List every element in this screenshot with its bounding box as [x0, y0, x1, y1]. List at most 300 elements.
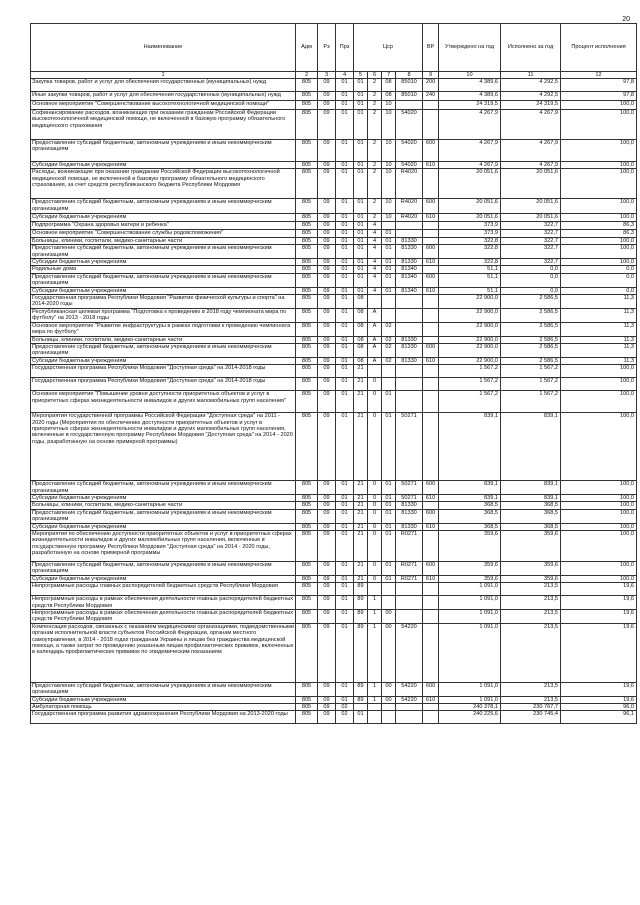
cell-adm: 805	[296, 199, 318, 214]
cell-c2: 0	[368, 413, 382, 481]
cell-c1: 01	[354, 101, 368, 110]
cell-rz: 09	[318, 523, 336, 530]
cell-c2: 0	[368, 378, 382, 391]
cell-c3: 10	[382, 169, 396, 199]
table-row	[31, 92, 637, 101]
cell-c1: 01	[354, 273, 368, 287]
cell-vr	[423, 266, 439, 273]
cell-name: Больницы, клиники, госпитали, медико-санитарные части	[31, 336, 296, 343]
cell-name: Государственная программа Республики Мордовия "Развитие физической культуры и спорта" на 2014-2020 годы	[31, 295, 296, 309]
table-row	[31, 110, 637, 140]
cell-rz: 09	[318, 391, 336, 413]
cell-vr	[423, 413, 439, 481]
cell-executed: 839,1	[501, 481, 561, 495]
cell-c3: 01	[382, 391, 396, 413]
cell-c1: 89	[354, 583, 368, 596]
cell-executed: 0,0	[501, 273, 561, 287]
cell-adm: 805	[296, 140, 318, 162]
cell-approved: 1 567,2	[439, 391, 501, 413]
cell-c4: 54020	[396, 162, 423, 169]
cell-approved: 373,9	[439, 229, 501, 237]
cell-c3	[382, 704, 396, 711]
cell-c3: 10	[382, 162, 396, 169]
header-adm: Адм	[296, 24, 318, 72]
cell-adm: 805	[296, 494, 318, 501]
table-row	[31, 273, 637, 287]
cell-adm: 805	[296, 245, 318, 259]
cell-approved: 4 267,9	[439, 162, 501, 169]
cell-percent: 11,3	[561, 357, 637, 364]
cell-c1: 21	[354, 365, 368, 378]
cell-name: Предоставление субсидий бюджетным, автономным учреждениям и иным некоммерческим организациям	[31, 481, 296, 495]
cell-rz: 09	[318, 682, 336, 696]
cell-prz: 01	[336, 140, 354, 162]
cell-c4	[396, 322, 423, 336]
cell-prz: 01	[336, 322, 354, 336]
cell-vr	[423, 623, 439, 682]
cell-percent: 100,0	[561, 110, 637, 140]
cell-vr: 610	[423, 696, 439, 703]
cell-vr: 610	[423, 523, 439, 530]
cell-name: Субсидии бюджетным учреждениям	[31, 696, 296, 703]
cell-name: Основное мероприятие "Совершенствование службы родовспоможения"	[31, 229, 296, 237]
cell-c3: 01	[382, 287, 396, 294]
cell-percent: 100,0	[561, 162, 637, 169]
cell-c1: 01	[354, 237, 368, 244]
cell-rz: 09	[318, 140, 336, 162]
cell-adm: 805	[296, 322, 318, 336]
cell-prz: 01	[336, 343, 354, 357]
cell-name: Амбулаторная помощь	[31, 704, 296, 711]
column-number: 11	[501, 72, 561, 79]
cell-rz: 09	[318, 494, 336, 501]
cell-c4: 81340	[396, 287, 423, 294]
cell-adm: 805	[296, 92, 318, 101]
cell-c1: 01	[354, 79, 368, 92]
cell-c4: 81330	[396, 343, 423, 357]
cell-c4: 54220	[396, 696, 423, 703]
cell-c4: 81340	[396, 266, 423, 273]
cell-c1: 08	[354, 295, 368, 309]
cell-percent: 19,6	[561, 583, 637, 596]
cell-adm: 805	[296, 682, 318, 696]
cell-c2: 0	[368, 509, 382, 523]
cell-c3: 01	[382, 229, 396, 237]
cell-vr: 600	[423, 343, 439, 357]
cell-c1: 89	[354, 696, 368, 703]
cell-executed: 2 586,5	[501, 343, 561, 357]
column-number: 7	[382, 72, 396, 79]
table-row	[31, 481, 637, 495]
cell-c4: 81330	[396, 523, 423, 530]
cell-c4	[396, 583, 423, 596]
cell-name: Субсидии бюджетным учреждениям	[31, 287, 296, 294]
cell-approved: 4 389,6	[439, 79, 501, 92]
cell-name: Субсидии бюджетным учреждениям	[31, 575, 296, 582]
cell-c3: 01	[382, 530, 396, 561]
cell-c1: 01	[354, 162, 368, 169]
cell-adm: 805	[296, 413, 318, 481]
header-vr: ВР	[423, 24, 439, 72]
cell-rz: 09	[318, 704, 336, 711]
cell-c4: R4020	[396, 214, 423, 221]
cell-adm: 805	[296, 169, 318, 199]
cell-name: Закупка товаров, работ и услуг для обеспечения государственных (муниципальных) нужд	[31, 79, 296, 92]
cell-c1: 08	[354, 336, 368, 343]
cell-vr: 610	[423, 357, 439, 364]
cell-approved: 4 267,9	[439, 140, 501, 162]
table-row	[31, 357, 637, 364]
header-name: Наименование	[31, 24, 296, 72]
cell-c2: 2	[368, 101, 382, 110]
table-row	[31, 308, 637, 322]
cell-c1: 08	[354, 357, 368, 364]
cell-rz: 09	[318, 287, 336, 294]
cell-rz: 09	[318, 266, 336, 273]
cell-name: Предоставление субсидий бюджетным, автономным учреждениям и иным некоммерческим организациям	[31, 509, 296, 523]
cell-vr: 600	[423, 140, 439, 162]
cell-adm: 805	[296, 214, 318, 221]
cell-percent: 100,0	[561, 530, 637, 561]
cell-c2: 4	[368, 221, 382, 229]
cell-adm: 805	[296, 596, 318, 610]
cell-percent: 100,0	[561, 575, 637, 582]
table-body	[31, 79, 637, 724]
cell-c3: 10	[382, 110, 396, 140]
cell-c1	[354, 704, 368, 711]
cell-name: Мероприятия по обеспечению доступности приоритетных объектов и услуг в приоритетных сферах жизнедеятельности инвалидов и других маломобильных групп населения, включенные в государственную программу Республики Мордовия "Доступная среда" на 2014 - 2020 годы, разработанную на основе примерной программы	[31, 530, 296, 561]
cell-prz: 01	[336, 259, 354, 266]
budget-table	[30, 23, 637, 724]
cell-c2: 4	[368, 287, 382, 294]
cell-executed: 4 267,9	[501, 110, 561, 140]
table-row	[31, 711, 637, 724]
cell-prz: 01	[336, 391, 354, 413]
cell-c1: 21	[354, 509, 368, 523]
cell-percent: 100,0	[561, 365, 637, 378]
cell-vr	[423, 336, 439, 343]
cell-adm: 805	[296, 343, 318, 357]
cell-percent: 100,0	[561, 101, 637, 110]
cell-c4	[396, 378, 423, 391]
cell-c1: 08	[354, 308, 368, 322]
cell-name: Предоставление субсидий бюджетным, автономным учреждениям и иным некоммерческим организациям	[31, 561, 296, 575]
cell-approved: 4 389,6	[439, 92, 501, 101]
cell-c3: 01	[382, 509, 396, 523]
cell-name: Непрограммные расходы в рамках обеспечения деятельности главных распорядителей бюджетных средств Республики Мордовия	[31, 610, 296, 624]
cell-executed: 213,5	[501, 583, 561, 596]
cell-c3	[382, 596, 396, 610]
cell-c1: 21	[354, 391, 368, 413]
cell-c2: 0	[368, 494, 382, 501]
table-row	[31, 229, 637, 237]
cell-c4: R0271	[396, 575, 423, 582]
cell-percent: 11,3	[561, 336, 637, 343]
cell-rz: 09	[318, 509, 336, 523]
column-number: 2	[296, 72, 318, 79]
cell-c1: 89	[354, 682, 368, 696]
cell-adm: 805	[296, 365, 318, 378]
cell-approved: 20 051,6	[439, 199, 501, 214]
cell-approved: 359,6	[439, 530, 501, 561]
cell-rz: 09	[318, 221, 336, 229]
cell-c3: 01	[382, 413, 396, 481]
cell-c4: R0271	[396, 530, 423, 561]
cell-approved: 839,1	[439, 494, 501, 501]
cell-executed: 20 051,6	[501, 199, 561, 214]
cell-c2: А	[368, 357, 382, 364]
cell-executed: 1 567,2	[501, 378, 561, 391]
table-row	[31, 169, 637, 199]
cell-c4: 81330	[396, 259, 423, 266]
cell-vr	[423, 237, 439, 244]
cell-c3: 01	[382, 237, 396, 244]
cell-vr	[423, 378, 439, 391]
column-number: 1	[31, 72, 296, 79]
cell-c2: 2	[368, 199, 382, 214]
cell-percent: 11,3	[561, 343, 637, 357]
cell-c1: 21	[354, 530, 368, 561]
cell-adm: 805	[296, 523, 318, 530]
cell-name: Непрограммные расходы главных распорядителей бюджетных средств Республики Мордовия	[31, 583, 296, 596]
cell-c4	[396, 295, 423, 309]
table-row	[31, 343, 637, 357]
cell-executed: 213,5	[501, 696, 561, 703]
cell-c2	[368, 583, 382, 596]
cell-c2: А	[368, 343, 382, 357]
cell-prz: 01	[336, 530, 354, 561]
cell-c3: 10	[382, 101, 396, 110]
cell-approved: 1 091,0	[439, 696, 501, 703]
table-row	[31, 140, 637, 162]
cell-executed: 322,7	[501, 237, 561, 244]
cell-vr: 600	[423, 682, 439, 696]
cell-rz: 09	[318, 413, 336, 481]
table-row	[31, 502, 637, 509]
table-row	[31, 79, 637, 92]
cell-executed: 4 292,5	[501, 79, 561, 92]
cell-prz: 01	[336, 502, 354, 509]
cell-vr	[423, 101, 439, 110]
cell-executed: 4 267,9	[501, 140, 561, 162]
cell-adm: 805	[296, 229, 318, 237]
table-row	[31, 704, 637, 711]
cell-c1: 01	[354, 229, 368, 237]
cell-name: Родильные дома	[31, 266, 296, 273]
cell-name: Предоставление субсидий бюджетным, автономным учреждениям и иным некоммерческим организациям	[31, 682, 296, 696]
cell-c4	[396, 308, 423, 322]
cell-prz: 01	[336, 245, 354, 259]
cell-c1: 21	[354, 523, 368, 530]
column-number: 5	[354, 72, 368, 79]
cell-c2: А	[368, 336, 382, 343]
cell-percent: 100,0	[561, 259, 637, 266]
cell-c4: 81330	[396, 245, 423, 259]
cell-executed: 359,6	[501, 561, 561, 575]
cell-vr	[423, 596, 439, 610]
cell-approved: 22 900,0	[439, 343, 501, 357]
cell-rz: 09	[318, 110, 336, 140]
cell-c1: 01	[354, 199, 368, 214]
column-number-row	[31, 72, 637, 79]
cell-c3: 01	[382, 494, 396, 501]
cell-adm: 805	[296, 378, 318, 391]
cell-adm: 805	[296, 110, 318, 140]
cell-rz: 09	[318, 561, 336, 575]
table-row	[31, 266, 637, 273]
cell-vr: 600	[423, 199, 439, 214]
cell-percent: 100,0	[561, 502, 637, 509]
cell-approved: 839,1	[439, 413, 501, 481]
cell-c1: 89	[354, 623, 368, 682]
cell-c4: 54020	[396, 110, 423, 140]
cell-vr	[423, 221, 439, 229]
cell-name: Субсидии бюджетным учреждениям	[31, 162, 296, 169]
cell-percent: 100,0	[561, 140, 637, 162]
cell-percent: 97,8	[561, 79, 637, 92]
table-row	[31, 365, 637, 378]
cell-name: Основное мероприятие "Повышение уровня доступности приоритетных объектов и услуг в приоритетных сферах жизнедеятельности инвалидов и других маломобильных групп населения"	[31, 391, 296, 413]
cell-c3: 10	[382, 140, 396, 162]
cell-vr: 610	[423, 214, 439, 221]
cell-adm: 805	[296, 623, 318, 682]
cell-c3: 01	[382, 523, 396, 530]
cell-name: Субсидии бюджетным учреждениям	[31, 214, 296, 221]
cell-c3: 08	[382, 92, 396, 101]
cell-adm: 805	[296, 79, 318, 92]
cell-c4: 54020	[396, 140, 423, 162]
cell-executed: 368,5	[501, 509, 561, 523]
cell-rz: 09	[318, 245, 336, 259]
cell-approved: 368,5	[439, 523, 501, 530]
cell-c3: 00	[382, 623, 396, 682]
cell-prz: 01	[336, 295, 354, 309]
cell-rz: 09	[318, 711, 336, 724]
cell-vr	[423, 610, 439, 624]
cell-prz: 01	[336, 523, 354, 530]
table-row	[31, 245, 637, 259]
cell-rz: 09	[318, 378, 336, 391]
cell-c2	[368, 365, 382, 378]
cell-percent: 19,6	[561, 696, 637, 703]
cell-adm: 805	[296, 101, 318, 110]
cell-executed: 1 567,2	[501, 391, 561, 413]
cell-percent: 86,3	[561, 229, 637, 237]
cell-c3: 01	[382, 273, 396, 287]
cell-c1: 21	[354, 502, 368, 509]
cell-executed: 230 767,7	[501, 704, 561, 711]
header-executed: Исполнено за год	[501, 24, 561, 72]
cell-c4	[396, 711, 423, 724]
cell-c1: 89	[354, 610, 368, 624]
cell-approved: 1 567,2	[439, 378, 501, 391]
cell-prz: 01	[336, 596, 354, 610]
cell-c2: А	[368, 308, 382, 322]
cell-adm: 805	[296, 711, 318, 724]
cell-c4	[396, 229, 423, 237]
column-number: 8	[396, 72, 423, 79]
cell-percent: 96,0	[561, 704, 637, 711]
page-number: 20	[622, 16, 630, 23]
cell-percent: 100,0	[561, 245, 637, 259]
cell-prz: 01	[336, 287, 354, 294]
cell-percent: 100,0	[561, 481, 637, 495]
cell-prz: 01	[336, 79, 354, 92]
table-row	[31, 214, 637, 221]
cell-approved: 4 267,9	[439, 110, 501, 140]
cell-executed: 322,7	[501, 245, 561, 259]
cell-c2: 0	[368, 575, 382, 582]
cell-adm: 805	[296, 509, 318, 523]
cell-executed: 213,5	[501, 682, 561, 696]
cell-executed: 322,7	[501, 221, 561, 229]
cell-vr: 610	[423, 259, 439, 266]
cell-c3	[382, 365, 396, 378]
cell-c2: 2	[368, 79, 382, 92]
cell-c1: 08	[354, 322, 368, 336]
cell-prz: 02	[336, 711, 354, 724]
cell-c3: 10	[382, 214, 396, 221]
cell-c3: 10	[382, 199, 396, 214]
cell-c4: R0271	[396, 561, 423, 575]
cell-prz: 01	[336, 481, 354, 495]
table-row	[31, 237, 637, 244]
cell-c3: 00	[382, 610, 396, 624]
cell-percent: 0,0	[561, 287, 637, 294]
cell-name: Непрограммные расходы в рамках обеспечения деятельности главных распорядителей бюджетных средств Республики Мордовия	[31, 596, 296, 610]
cell-c2: 0	[368, 481, 382, 495]
header-approved: Утверждено на год	[439, 24, 501, 72]
cell-prz: 01	[336, 101, 354, 110]
cell-percent: 0,0	[561, 273, 637, 287]
cell-executed: 0,0	[501, 287, 561, 294]
cell-approved: 51,1	[439, 266, 501, 273]
cell-c2: 2	[368, 110, 382, 140]
cell-approved: 839,1	[439, 481, 501, 495]
cell-approved: 368,5	[439, 502, 501, 509]
cell-prz: 01	[336, 378, 354, 391]
cell-vr	[423, 365, 439, 378]
table-row	[31, 530, 637, 561]
cell-executed: 2 586,5	[501, 295, 561, 309]
cell-c2: 4	[368, 229, 382, 237]
cell-executed: 359,6	[501, 575, 561, 582]
cell-percent: 100,0	[561, 169, 637, 199]
cell-c4	[396, 596, 423, 610]
cell-adm: 805	[296, 391, 318, 413]
column-number: 4	[336, 72, 354, 79]
cell-percent: 86,3	[561, 221, 637, 229]
cell-c2: 1	[368, 596, 382, 610]
cell-c4: 50271	[396, 494, 423, 501]
header-rz: Рз	[318, 24, 336, 72]
cell-prz: 01	[336, 199, 354, 214]
cell-vr: 600	[423, 481, 439, 495]
cell-name: Субсидии бюджетным учреждениям	[31, 494, 296, 501]
cell-adm: 805	[296, 273, 318, 287]
cell-executed: 4 292,5	[501, 92, 561, 101]
cell-c3: 01	[382, 502, 396, 509]
cell-prz: 01	[336, 583, 354, 596]
cell-c2: А	[368, 322, 382, 336]
table-row	[31, 259, 637, 266]
cell-approved: 1 091,0	[439, 610, 501, 624]
cell-percent: 100,0	[561, 413, 637, 481]
cell-adm: 805	[296, 336, 318, 343]
cell-c4	[396, 365, 423, 378]
cell-prz: 01	[336, 169, 354, 199]
cell-approved: 373,9	[439, 221, 501, 229]
